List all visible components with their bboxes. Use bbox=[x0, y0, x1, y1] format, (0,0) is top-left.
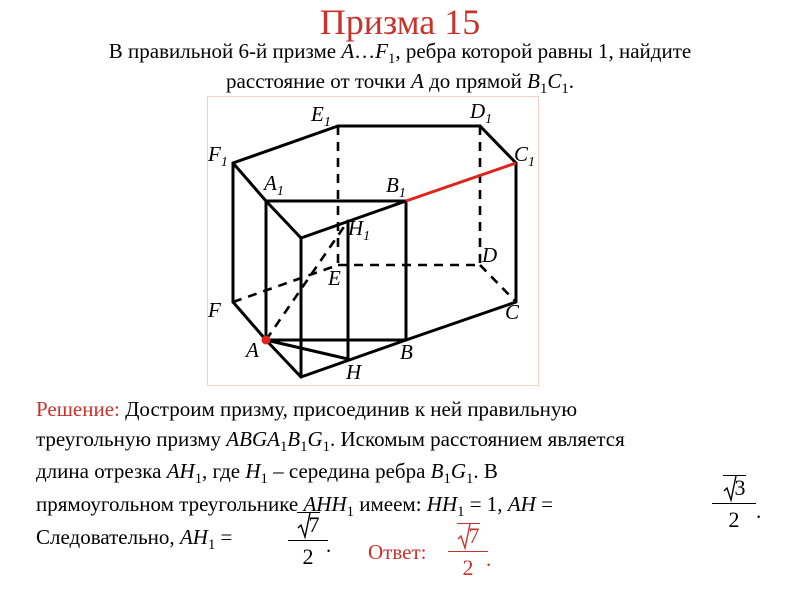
fraction-sqrt3-over-2: 3 2 bbox=[712, 473, 756, 534]
label-f1: $F_1$ bbox=[208, 142, 228, 170]
solution-line-4: прямоугольном треугольнике $AHH_1$ имеем: $HH_1 = 1$, AH = bbox=[36, 492, 553, 521]
label-c: C bbox=[505, 300, 520, 324]
answer-period: . bbox=[486, 547, 492, 571]
sqrt-symbol: 7 bbox=[297, 510, 320, 540]
answer-fraction: 7 2 bbox=[448, 521, 488, 582]
point-a bbox=[262, 336, 271, 345]
label-c1: $C_1$ bbox=[514, 142, 536, 170]
problem-line-1: В правильной 6-й призме $A\dots F_1$, ребра которой равны 1, найдите bbox=[108, 39, 692, 68]
fraction-sqrt7-over-2: 7 2 bbox=[288, 510, 328, 571]
label-f: F bbox=[208, 298, 221, 322]
sqrt-symbol: 7 bbox=[457, 521, 480, 551]
edge-b1c1 bbox=[406, 163, 516, 201]
solution-line-3: длина отрезка $AH_1$, где $H_1$ – середина ребра $B_1G_1$. В bbox=[36, 459, 498, 488]
label-a: A bbox=[246, 338, 259, 362]
solution-line-2: треугольную призму $ABGA_1B_1G_1$. Искомым расстоянием является bbox=[36, 427, 625, 456]
label-b: B bbox=[400, 340, 413, 364]
label-e: E bbox=[328, 266, 341, 290]
sqrt-symbol: 3 bbox=[723, 473, 746, 503]
fraction-1-period: . bbox=[756, 499, 762, 523]
prism-diagram bbox=[208, 97, 540, 387]
problem-statement bbox=[20, 36, 780, 96]
slide-title: Призма 15 bbox=[319, 2, 481, 42]
solution-line-5: Следовательно, $AH_1$ = bbox=[36, 525, 233, 554]
problem-line-2: расстояние от точки A до прямой $B_1C_1$. bbox=[226, 69, 574, 98]
label-b1: $B_1$ bbox=[386, 173, 406, 201]
answer-label: Ответ: bbox=[368, 540, 427, 564]
label-e1: $E_1$ bbox=[311, 102, 331, 130]
label-a1: $A_1$ bbox=[264, 171, 284, 199]
label-h: H bbox=[346, 360, 362, 384]
label-h1: $H_1$ bbox=[348, 216, 371, 244]
label-d: D bbox=[482, 243, 498, 267]
solution-line-1: Решение: Достроим призму, присоединив к ней правильную bbox=[36, 397, 578, 421]
prism-figure bbox=[207, 96, 539, 386]
label-d1: $D_1$ bbox=[470, 99, 493, 127]
fraction-2-period: . bbox=[326, 533, 332, 557]
